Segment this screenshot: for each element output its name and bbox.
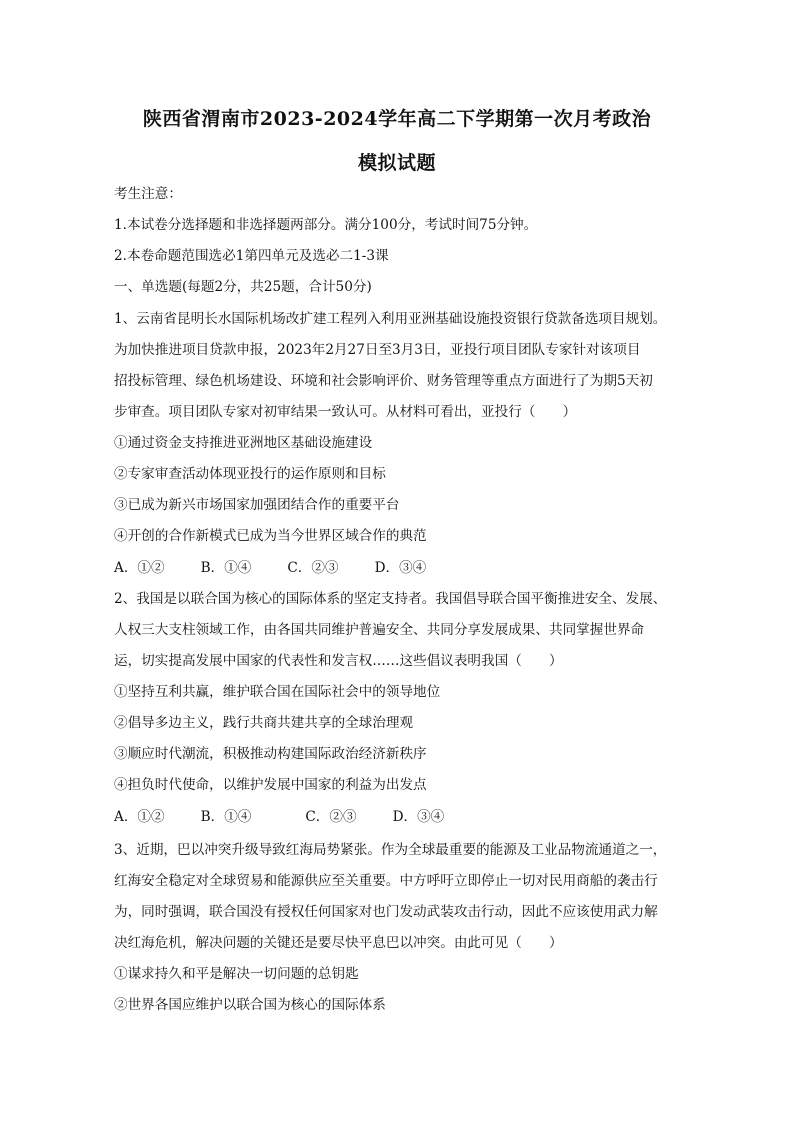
notice-heading: 考生注意： — [114, 186, 182, 202]
option-d: D．③④ — [392, 809, 445, 825]
question-stem-line: 招投标管理、绿色机场建设、环境和社会影响评价、财务管理等重点方面进行了为期5天初 — [114, 373, 653, 389]
option-c: C．②③ — [305, 809, 357, 825]
question-item: ①坚持互利共赢，维护联合国在国际社会中的领导地位 — [114, 684, 441, 700]
question-item: ①谋求持久和平是解决一切问题的总钥匙 — [114, 966, 359, 982]
question-stem-line: 为加快推进项目贷款申报，2023年2月27日至3月3日，亚投行项目团队专家针对该项目 — [114, 342, 641, 358]
question-stem-line: 人权三大支柱领域工作，由各国共同维护普遍安全、共同分享发展成果、共同掌握世界命 — [114, 622, 645, 638]
answer-options — [114, 558, 426, 578]
option-b: B．①④ — [200, 809, 252, 825]
question-item: ②专家审查活动体现亚投行的运作原则和目标 — [114, 466, 386, 482]
question-stem-line: 2、我国是以联合国为核心的国际体系的坚定支持者。我国倡导联合国平衡推进安全、发展、 — [114, 591, 667, 607]
option-b: B．①④ — [200, 560, 252, 576]
question-item: ③已成为新兴市场国家加强团结合作的重要平台 — [114, 497, 400, 513]
question-item: ①通过资金支持推进亚洲地区基础设施建设 — [114, 435, 373, 451]
option-d: D．③④ — [374, 560, 427, 576]
document-title: 陕西省渭南市2023-2024学年高二下学期第一次月考政治 — [142, 108, 652, 130]
question-item: ②倡导多边主义，践行共商共建共享的全球治理观 — [114, 715, 414, 731]
question-stem-line: 1、云南省昆明长水国际机场改扩建工程列入利用亚洲基础设施投资银行贷款备选项目规划。 — [114, 311, 667, 327]
question-stem-line: 为，同时强调，联合国没有授权任何国家对也门发动武装攻击行动，因此不应该使用武力解 — [114, 904, 658, 920]
notice-item: 2.本卷命题范围选必1第四单元及选必二1-3课 — [114, 248, 389, 264]
option-c: C．②③ — [287, 560, 339, 576]
question-item: ②世界各国应维护以联合国为核心的国际体系 — [114, 997, 386, 1013]
question-stem-line: 红海安全稳定对全球贸易和能源供应至关重要。中方呼吁立即停止一切对民用商船的袭击行 — [114, 873, 658, 889]
notice-item: 1.本试卷分选择题和非选择题两部分。满分100分，考试时间75分钟。 — [114, 217, 538, 233]
answer-options — [114, 807, 444, 827]
question-stem-line: 运，切实提高发展中国家的代表性和发言权……这些倡议表明我国（ ） — [114, 653, 563, 669]
question-item: ④担负时代使命，以维护发展中国家的利益为出发点 — [114, 777, 427, 793]
question-stem-line: 步审查。项目团队专家对初审结果一致认可。从材料可看出，亚投行（ ） — [114, 404, 577, 420]
option-a: A．①② — [114, 560, 165, 576]
question-item: ③顺应时代潮流，积极推动构建国际政治经济新秩序 — [114, 746, 427, 762]
question-stem-line: 3、近期，巴以冲突升级导致红海局势紧张。作为全球最重要的能源及工业品物流通道之一， — [114, 842, 667, 858]
question-item: ④开创的合作新模式已成为当今世界区域合作的典范 — [114, 528, 427, 544]
option-a: A．①② — [114, 809, 165, 825]
question-stem-line: 决红海危机，解决问题的关键还是要尽快平息巴以冲突。由此可见（ ） — [114, 935, 563, 951]
section-heading: 一、单选题(每题2分，共25题，合计50分) — [114, 279, 372, 295]
document-subtitle: 模拟试题 — [357, 152, 436, 174]
